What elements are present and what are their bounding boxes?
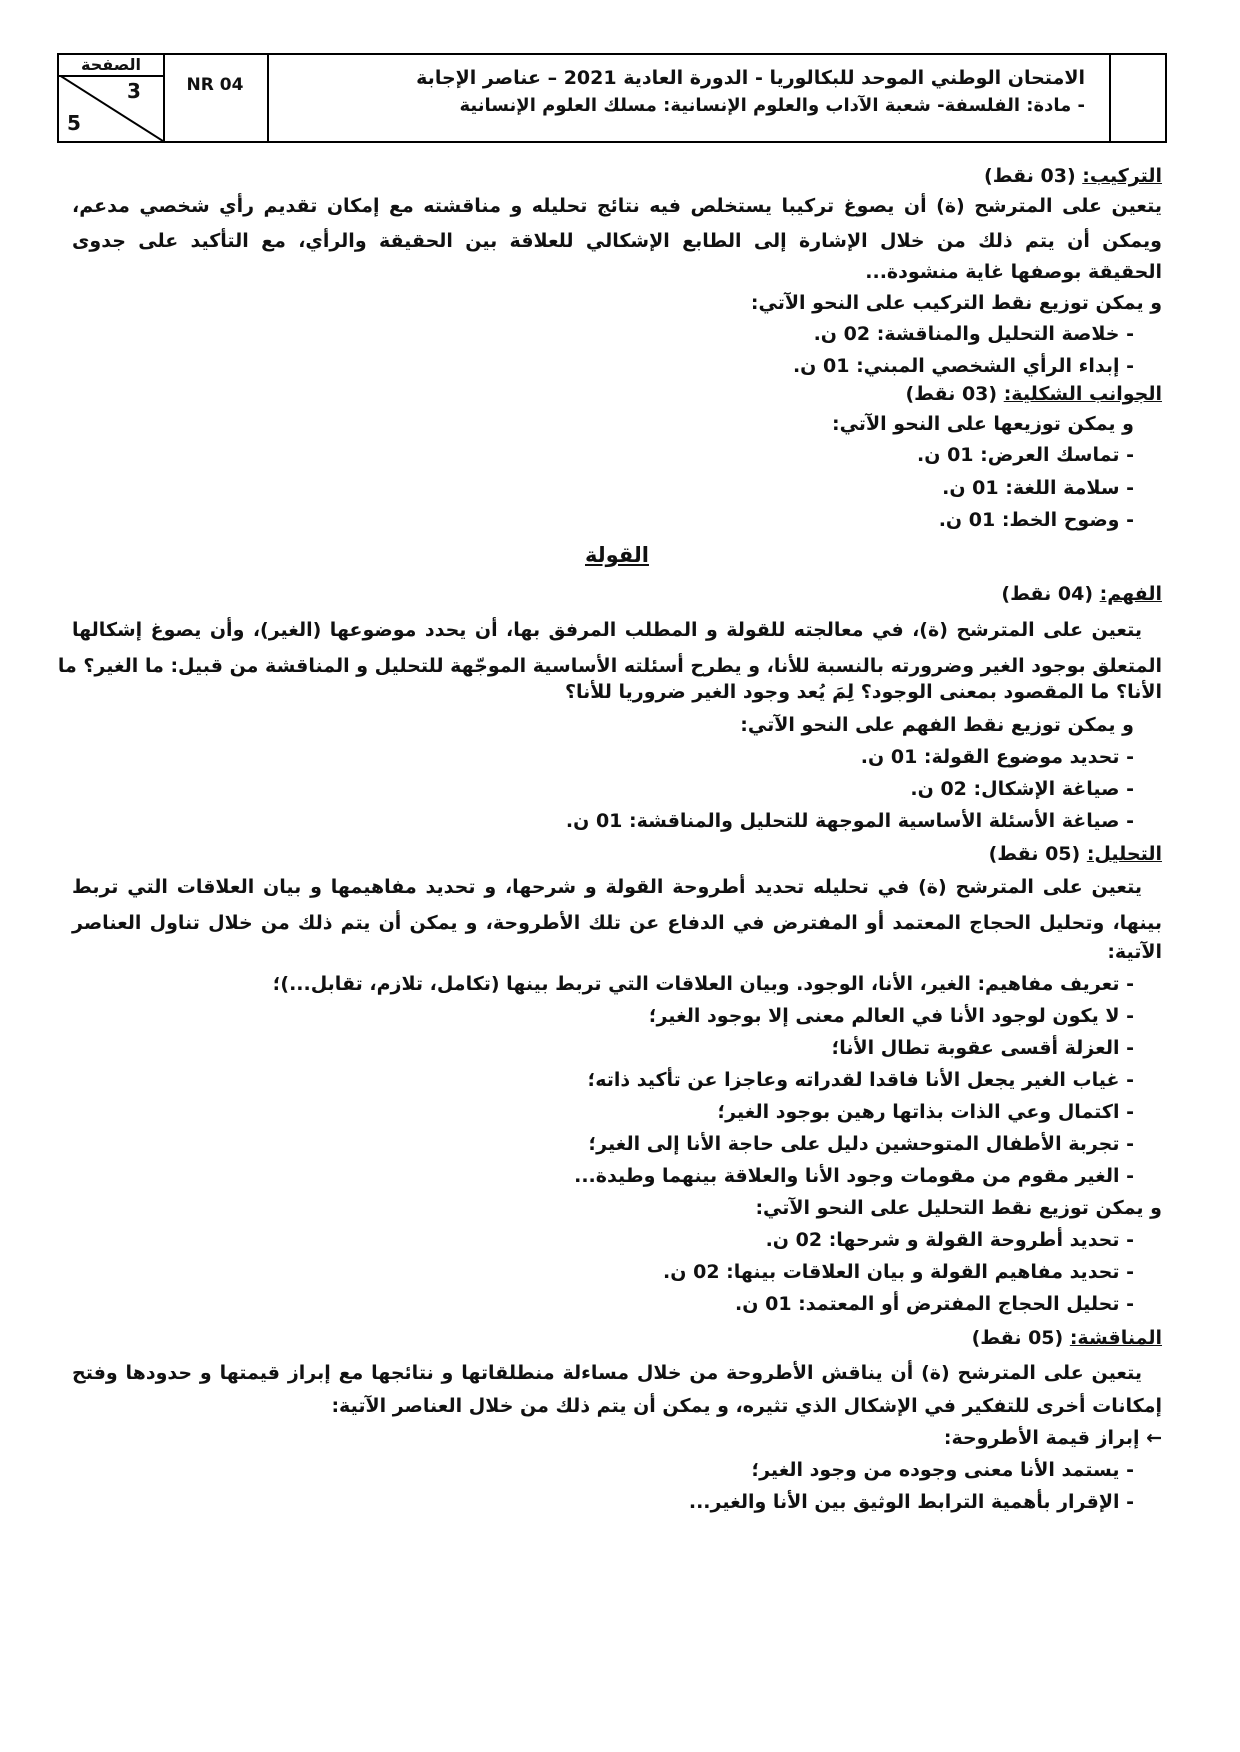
synthesis-p2: ويمكن أن يتم ذلك من خلال الإشارة إلى الطابع الإشكالي للعلاقة بين الحقيقة والرأي، مع التأكيد على جدوى [72, 230, 1162, 252]
analysis-paragraph [72, 869, 1162, 941]
quote-title: القولة [585, 543, 649, 567]
synthesis-points: (03 نقط) [984, 165, 1076, 187]
formal-points: (03 نقط) [905, 383, 998, 405]
formal-heading: الجوانب الشكلية: [1003, 383, 1162, 405]
synthesis-item-2: - إبداء الرأي الشخصي المبني: 01 ن. [792, 355, 1134, 377]
title-line-1: الامتحان الوطني الموحد للبكالوريا - الدورة العادية 2021 – عناصر الإجابة [416, 67, 1085, 89]
analysis-points: (05 نقط) [988, 843, 1081, 865]
formal-item-1: - تماسك العرض: 01 ن. [917, 444, 1134, 466]
understanding-points: (04 نقط) [1001, 583, 1093, 605]
exam-title [267, 55, 1109, 116]
understanding-item-1: - تحديد موضوع القولة: 01 ن. [860, 746, 1134, 768]
understanding-paragraph [57, 611, 1162, 683]
synthesis-p3: الحقيقة بوصفها غاية منشودة... [865, 261, 1162, 283]
formal-item-2: - سلامة اللغة: 01 ن. [942, 477, 1134, 499]
exam-code: NR 04 [186, 75, 244, 95]
analysis-element-1: - تعريف مفاهيم: الغير، الأنا، الوجود. وبيان العلاقات التي تربط بينها (تكامل، تلازم، تقابل...)؛ [272, 973, 1134, 995]
analysis-element-2: - لا يكون لوجود الأنا في العالم معنى إلا بوجود الغير؛ [648, 1005, 1134, 1027]
discussion-item-2: - الإقرار بأهمية الترابط الوثيق بين الأنا والغير... [688, 1491, 1134, 1513]
discussion-points: (05 نقط) [971, 1327, 1064, 1349]
understanding-p1: يتعين على المترشح (ة)، في معالجته للقولة و المطلب المرفق بها، أن يحدد موضوعها (الغير)، وأن يصوغ إشكالها [72, 619, 1142, 641]
analysis-heading: التحليل: [1086, 843, 1162, 865]
analysis-item-1: - تحديد أطروحة القولة و شرحها: 02 ن. [765, 1229, 1134, 1251]
analysis-dist: و يمكن توزيع نقط التحليل على النحو الآتي: [755, 1197, 1162, 1219]
page-number-box [59, 55, 163, 141]
analysis-element-4: - غياب الغير يجعل الأنا فاقدا لقدراته وعاجزا عن تأكيد ذاته؛ [587, 1069, 1134, 1091]
discussion-heading: المناقشة: [1069, 1327, 1162, 1349]
title-line-2: - مادة: الفلسفة- شعبة الآداب والعلوم الإنسانية: مسلك العلوم الإنسانية [459, 95, 1085, 116]
synthesis-item-1: - خلاصة التحليل والمناقشة: 02 ن. [813, 323, 1134, 345]
understanding-dist: و يمكن توزيع نقط الفهم على النحو الآتي: [740, 714, 1134, 736]
understanding-item-2: - صياغة الإشكال: 02 ن. [910, 778, 1134, 800]
analysis-p3: الآتية: [1107, 941, 1162, 963]
understanding-p2: المتعلق بوجود الغير وضرورته بالنسبة للأنا، و يطرح أسئلته الأساسية الموجّهة للتحليل و المناقشة من قبيل: ما الغير؟ ما [57, 655, 1162, 677]
discussion-p2: إمكانات أخرى للتفكير في الإشكال الذي تثيره، و يمكن أن يتم ذلك من خلال العناصر الآتية: [331, 1395, 1162, 1417]
formal-heading-line [905, 383, 1162, 405]
discussion-p1: يتعين على المترشح (ة) أن يناقش الأطروحة من خلال مساءلة منطلقاتها و نتائجها مع إبراز قيمتها و حدودها وفتح [72, 1362, 1142, 1384]
synthesis-dist: و يمكن توزيع نقط التركيب على النحو الآتي: [750, 292, 1162, 314]
analysis-item-2: - تحديد مفاهيم القولة و بيان العلاقات بينها: 02 ن. [663, 1261, 1134, 1283]
analysis-item-3: - تحليل الحجاج المفترض أو المعتمد: 01 ن. [735, 1293, 1134, 1315]
synthesis-p1: يتعين على المترشح (ة) أن يصوغ تركيبا يستخلص فيه نتائج تحليله و مناقشته مع إمكان تقديم رأي شخصي مدعم، [72, 195, 1162, 217]
formal-dist: و يمكن توزيعها على النحو الآتي: [831, 413, 1134, 435]
analysis-element-3: - العزلة أقسى عقوبة تطال الأنا؛ [831, 1037, 1134, 1059]
understanding-heading: الفهم: [1099, 583, 1162, 605]
synthesis-heading-line [984, 165, 1162, 187]
formal-item-3: - وضوح الخط: 01 ن. [938, 509, 1134, 531]
header-box [57, 53, 1167, 143]
understanding-heading-line [1001, 583, 1162, 605]
page-label: الصفحة [59, 55, 163, 77]
discussion-value-heading: ← إبراز قيمة الأطروحة: [943, 1427, 1162, 1449]
understanding-p3: الأنا؟ ما المقصود بمعنى الوجود؟ لِمَ يُعد وجود الغير ضروريا للأنا؟ [565, 681, 1162, 703]
discussion-item-1: - يستمد الأنا معنى وجوده من وجود الغير؛ [751, 1459, 1134, 1481]
analysis-p2: بينها، وتحليل الحجاج المعتمد أو المفترض في الدفاع عن تلك الأطروحة، و يمكن أن يتم ذلك من خلال تناول العناصر [72, 912, 1162, 934]
analysis-element-7: - الغير مقوم من مقومات وجود الأنا والعلاقة بينهما وطيدة... [574, 1165, 1134, 1187]
analysis-p1: يتعين على المترشح (ة) في تحليله تحديد أطروحة القولة و شرحها، و تحديد مفاهيمها و بيان العلاقات التي تربط [72, 876, 1142, 898]
analysis-heading-line [989, 843, 1162, 865]
synthesis-heading: التركيب: [1082, 165, 1162, 187]
discussion-paragraph [72, 1355, 1162, 1391]
page-total: 5 [67, 111, 81, 135]
discussion-heading-line [972, 1327, 1162, 1349]
page-current: 3 [127, 79, 141, 103]
analysis-element-5: - اكتمال وعي الذات بذاتها رهين بوجود الغير؛ [717, 1101, 1134, 1123]
analysis-element-6: - تجربة الأطفال المتوحشين دليل على حاجة الأنا إلى الغير؛ [588, 1133, 1134, 1155]
synthesis-paragraph [72, 189, 1162, 259]
understanding-item-3: - صياغة الأسئلة الأساسية الموجهة للتحليل والمناقشة: 01 ن. [565, 810, 1134, 832]
